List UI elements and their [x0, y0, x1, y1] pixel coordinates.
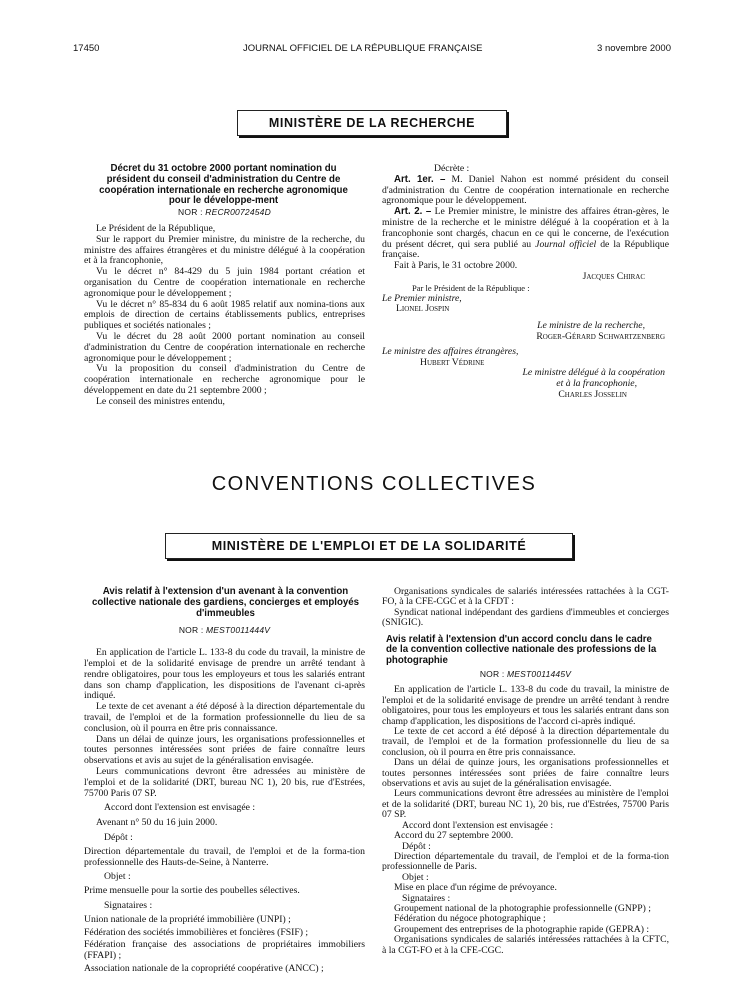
avis2-para-2: Le texte de cet accord a été déposé à la direction départementale du travail, de l'emploi et de la formation professionnelle du lieu de sa conclusion, où il pourra en être pris connaissance. — [382, 726, 669, 758]
avis2-depot-text: Direction départementale du travail, de l'emploi et de la forma-tion professionnelle de Paris. — [382, 850, 669, 873]
decree-nor-code: RECR0072454D — [205, 207, 271, 218]
avis2-nor-code: MEST0011445V — [507, 669, 572, 680]
avis2-signataire-2: Fédération du négoce photographique ; — [394, 913, 546, 925]
decree-para-1: Le Président de la République, — [96, 222, 216, 234]
art2-text: Le Premier ministre, le ministre des affaires étran-gères, le ministre de la recherche et le ministre délégué à la coopération et à la francophonie sont chargés, chacun en ce qui le concerne, de l'exécution du présent décret, qui sera publié au — [382, 206, 670, 250]
foreign-title: Le ministre des affaires étrangères, — [382, 345, 519, 357]
avis1-nor — [84, 625, 365, 636]
journal-title: JOURNAL OFFICIEL DE LA RÉPUBLIQUE FRANÇAISE — [243, 43, 483, 54]
avis1-objet-text: Prime mensuelle pour la sortie des poubelles sélectives. — [84, 885, 300, 897]
decree-nor-label: NOR : — [178, 207, 203, 218]
signer-name: Jacques Chirac — [582, 270, 645, 282]
decree-para-7: Le conseil des ministres entendu, — [96, 395, 225, 407]
decree-article-1 — [382, 175, 669, 207]
avis1-para-1: En application de l'article L. 133-8 du code du travail, la ministre de l'emploi et de la solidarité envisage de prendre un arrêté tendant à rendre obligatoires, pour tous les employeurs et tous les salariés entrant dans son champ d'application, les dispositions de l'avenant ci-après indiqué. — [84, 647, 365, 702]
coop-title-2: et à la francophonie, — [556, 378, 637, 390]
art2-label: Art. 2. – — [394, 206, 432, 218]
avis1-depot-text: Direction départementale du travail, de l'emploi et de la forma-tion professionnelle des Hauts-de-Seine, à Nanterre. — [84, 845, 365, 868]
avis2-para-1: En application de l'article L. 133-8 du code du travail, la ministre de l'emploi et de la solidarité envisage de prendre un arrêté tendant à rendre obligatoires, pour tous les employeurs et tous les salariés entrant dans son champ d'application, les dispositions de l'accord ci-après indiqué. — [382, 684, 669, 727]
avis1-column — [84, 587, 365, 975]
page-header — [73, 43, 673, 57]
avis1-title: Avis relatif à l'extension d'un avenant à la convention collective nationale des gardiens, concierges et employés d'immeubles — [91, 586, 360, 619]
coop-title-1: Le ministre délégué à la coopération — [522, 367, 665, 379]
avis2-para-3: Dans un délai de quinze jours, les organisations professionnelles et toutes personnes intéressées sont priées de faire connaître leurs observations et avis au sujet de la généralisation envisagée. — [382, 757, 669, 790]
ministry-emploi-box — [165, 533, 573, 559]
avis1-objet-label: Objet : — [104, 871, 131, 883]
decree-para-5: Vu le décret du 28 août 2000 portant nomination au conseil d'administration du Centre de coopération internationale en recherche agronomique pour le développement ; — [84, 330, 365, 364]
avis1-accord: Accord dont l'extension est envisagée : — [104, 802, 256, 814]
avis1-signataire-1: Union nationale de la propriété immobilière (UNPI) ; — [84, 913, 291, 925]
avis2-nor-label: NOR : — [479, 669, 505, 680]
research-title: Le ministre de la recherche, — [537, 320, 645, 332]
ministry-recherche-title: MINISTÈRE DE LA RECHERCHE — [268, 116, 476, 130]
decree-para-3: Vu le décret n° 84-429 du 5 juin 1984 portant création et organisation du Centre de coopération internationale en recherche agronomique pour le développement ; — [84, 266, 365, 299]
ministry-recherche-box — [237, 110, 507, 136]
avis2-objet-label: Objet : — [402, 871, 429, 883]
art2-journal: Journal officiel — [535, 238, 597, 250]
avis2-column — [382, 587, 669, 956]
research-name: Roger-Gérard Schwartzenberg — [536, 330, 665, 342]
avis2-nor — [382, 669, 669, 679]
avis1-para-2: Le texte de cet avenant a été déposé à la direction départementale du travail, de l'emploi et de la formation professionnelle du lieu de sa conclusion, où il pourra en être pris connaissance. — [84, 701, 365, 734]
coop-name: Charles Josselin — [558, 388, 627, 400]
issue-date: 3 novembre 2000 — [597, 43, 671, 54]
avis1-signataire-2: Fédération des sociétés immobilières et foncières (FSIF) ; — [84, 926, 309, 938]
avis2-title: Avis relatif à l'extension d'un accord conclu dans le cadre de la convention collective nationale des professions de la photographie — [386, 633, 657, 667]
avis1-continuation-1: Organisations syndicales de salariés intéressées rattachées à la CGT-FO, à la CFE-CGC et à la CFDT : — [382, 586, 669, 608]
decree-para-6: Vu la proposition du conseil d'administration du Centre de coopération internationale en recherche agronomique pour le développement en date du 21 septembre 2000 ; — [84, 363, 365, 396]
avis1-signataire-3: Fédération française des associations de propriétaires immobiliers (FFAPI) ; — [84, 939, 365, 962]
avis2-objet-text: Mise en place d'un régime de prévoyance. — [394, 882, 557, 894]
avis1-depot-label: Dépôt : — [104, 831, 133, 843]
decree-left-column — [84, 164, 365, 408]
avis2-depot-label: Dépôt : — [402, 840, 431, 852]
art2-end: de la République française. — [382, 238, 670, 261]
decree-title: Décret du 31 octobre 2000 portant nomination du président du conseil d'administration du Centre de coopération internationale en recherche agronomique pour le développe-ment — [99, 163, 348, 207]
ministry-emploi-title: MINISTÈRE DE L'EMPLOI ET DE LA SOLIDARITÉ — [211, 539, 527, 553]
foreign-name: Hubert Védrine — [420, 356, 485, 368]
pm-name: Lionel Jospin — [396, 303, 450, 315]
decree-done: Fait à Paris, le 31 octobre 2000. — [394, 260, 518, 272]
avis1-signataire-4: Association nationale de la copropriété coopérative (ANCC) ; — [84, 962, 324, 974]
avis1-continuation-2: Syndicat national indépendant des gardiens d'immeubles et concierges (SNIGIC). — [382, 606, 669, 629]
avis1-signataires-label: Signataires : — [104, 899, 153, 911]
avis1-nor-label: NOR : — [178, 625, 204, 636]
decree-nor — [84, 207, 365, 218]
avis2-para-4: Leurs communications devront être adressées au ministère de l'emploi et de la solidarité (DRT, bureau NC 1), 20 bis, rue d'Estrées, 75700 Paris 07 SP. — [382, 788, 669, 821]
avis1-para-4: Leurs communications devront être adressées au ministère de l'emploi et de la solidarité (DRT, bureau NC 1), 20 bis, rue d'Estrées, 75700 Paris 07 SP. — [84, 765, 365, 799]
avis1-para-3: Dans un délai de quinze jours, les organisations professionnelles et toutes personnes intéressées sont priées de faire connaître leurs observations et avis au sujet de la généralisation envisagée. — [84, 733, 365, 767]
decree-decrete: Décrète : — [434, 163, 470, 174]
avis2-signataire-4: Organisations syndicales de salariés intéressées rattachées à la CFTC, à la CGT-FO et à la CFE-CGC. — [382, 934, 669, 956]
pm-title: Le Premier ministre, — [382, 292, 462, 304]
page-number: 17450 — [73, 43, 100, 54]
art1-label: Art. 1er. – — [394, 173, 446, 185]
decree-article-2 — [382, 207, 669, 261]
avis2-signataires-label: Signataires : — [402, 892, 451, 904]
by-president: Par le Président de la République : — [412, 282, 530, 293]
decree-right-column — [382, 164, 669, 401]
avis2-accord: Accord dont l'extension est envisagée : — [402, 819, 554, 831]
decree-para-2: Sur le rapport du Premier ministre, du ministre de la recherche, du ministre des affaires étrangères et du ministre délégué à la coopération et à la francophonie, — [84, 233, 365, 267]
avis2-signataire-1: Groupement national de la photographie professionnelle (GNPP) ; — [394, 902, 651, 914]
avis1-nor-code: MEST0011444V — [206, 625, 271, 636]
section-title: CONVENTIONS COLLECTIVES — [211, 473, 537, 495]
avis1-avenant: Avenant n° 50 du 16 juin 2000. — [96, 817, 218, 829]
decree-para-4: Vu le décret n° 85-834 du 6 août 1985 relatif aux nomina-tions aux emplois de direction de certains établissements publics, entreprises publiques et sociétés nationales ; — [84, 298, 365, 332]
avis2-accord-date: Accord du 27 septembre 2000. — [394, 830, 514, 842]
avis2-signataire-3: Groupement des entreprises de la photographie rapide (GEPRA) : — [394, 923, 650, 935]
art1-text: M. Daniel Nahon est nommé président du conseil d'administration du Centre de coopération internationale en recherche agronomique pour le développement. — [382, 173, 669, 207]
